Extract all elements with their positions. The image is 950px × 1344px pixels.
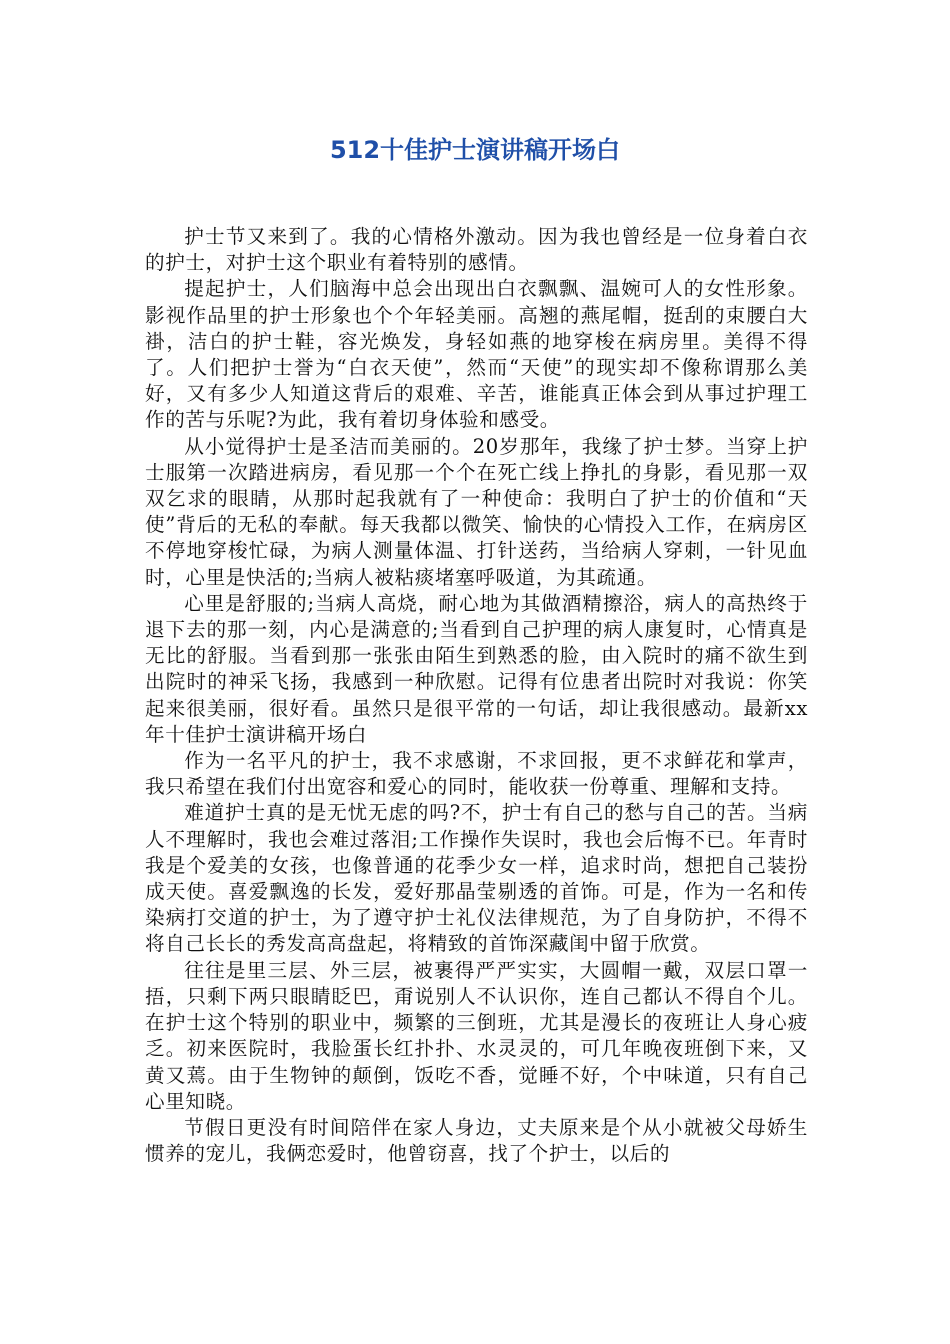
paragraph: 往往是里三层、外三层，被裹得严严实实，大圆帽一戴，双层口罩一捂，只剩下两只眼睛眨巴，甭说别人不认识你，连自己都认不得自个儿。在护士这个特别的职业中，频繁的三倒班，尤其是漫长的夜班让人身心疲乏。初来医院时，我脸蛋长红扑扑、水灵灵的，可几年晚夜班倒下来，又黄又蔫。由于生物钟的颠倒，饭吃不香，觉睡不好，个中味道，只有自己心里知晓。 [145, 958, 808, 1113]
paragraph: 难道护士真的是无忧无虑的吗?不，护士有自己的愁与自己的苦。当病人不理解时，我也会难过落泪;工作操作失误时，我也会后悔不已。年青时我是个爱美的女孩，也像普通的花季少女一样，追求时尚，想把自己装扮成天使。喜爱飘逸的长发，爱好那晶莹剔透的首饰。可是，作为一名和传染病打交道的护士，为了遵守护士礼仪法律规范，为了自身防护，不得不将自己长长的秀发高高盘起，将精致的首饰深藏闺中留于欣赏。 [145, 801, 808, 956]
paragraph: 从小觉得护士是圣洁而美丽的。20岁那年，我缘了护士梦。当穿上护士服第一次踏进病房，看见那一个个在死亡线上挣扎的身影，看见那一双双乞求的眼睛，从那时起我就有了一种使命：我明白了护士的价值和“天使”背后的无私的奉献。每天我都以微笑、愉快的心情投入工作，在病房区不停地穿梭忙碌，为病人测量体温、打针送药，当给病人穿刺，一针见血时，心里是快活的;当病人被粘痰堵塞呼吸道，为其疏通。 [145, 434, 808, 589]
paragraph: 作为一名平凡的护士，我不求感谢，不求回报，更不求鲜花和掌声，我只希望在我们付出宽容和爱心的同时，能收获一份尊重、理解和支持。 [145, 749, 808, 799]
document-body [145, 224, 808, 1167]
paragraph: 护士节又来到了。我的心情格外激动。因为我也曾经是一位身着白衣的护士，对护士这个职业有着特别的感情。 [145, 225, 808, 275]
paragraph: 提起护士，人们脑海中总会出现出白衣飘飘、温婉可人的女性形象。影视作品里的护士形象也个个年轻美丽。高翘的燕尾帽，挺刮的束腰白大褂，洁白的护士鞋，容光焕发，身轻如燕的地穿梭在病房里。美得不得了。人们把护士誉为“白衣天使”，然而“天使”的现实却不像称谓那么美好，又有多少人知道这背后的艰难、辛苦，谁能真正体会到从事过护理工作的苦与乐呢?为此，我有着切身体验和感受。 [145, 277, 808, 432]
paragraph: 心里是舒服的;当病人高烧，耐心地为其做酒精擦浴，病人的高热终于退下去的那一刻，内心是满意的;当看到自己护理的病人康复时，心情真是无比的舒服。当看到那一张张由陌生到熟悉的脸，由入院时的痛不欲生到出院时的神采飞扬，我感到一种欣慰。记得有位患者出院时对我说：你笑起来很美丽，很好看。虽然只是很平常的一句话，却让我很感动。最新xx年十佳护士演讲稿开场白 [145, 591, 808, 746]
page-title: 512十佳护士演讲稿开场白 [329, 136, 621, 164]
paragraph: 节假日更没有时间陪伴在家人身边，丈夫原来是个从小就被父母娇生惯养的宠儿，我俩恋爱时，他曾窃喜，找了个护士，以后的 [145, 1115, 808, 1166]
